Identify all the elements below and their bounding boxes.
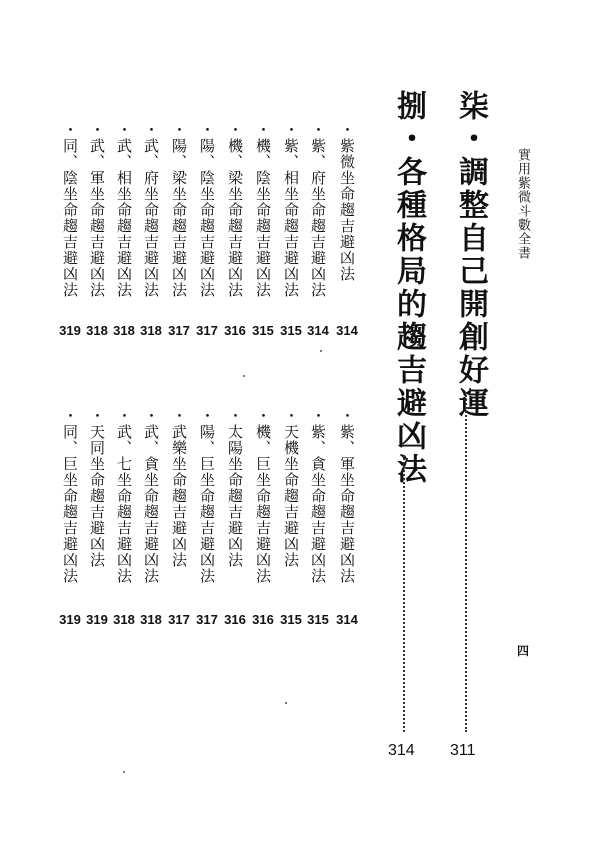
entry-bottom-10-page: 319 (86, 612, 108, 627)
book-title: 實用紫微斗數全書 (515, 148, 530, 260)
entry-bottom-5-page: 316 (224, 612, 246, 627)
scan-speck (123, 771, 125, 773)
chapter-8[interactable] (386, 90, 430, 486)
chapter-7-leader (465, 392, 467, 732)
entry-bottom-9-page: 318 (113, 612, 135, 627)
chapter-8-leader (403, 455, 405, 732)
page-number: 四 (517, 644, 530, 658)
entry-bottom-1[interactable]: ・紫、軍坐命趨吉避凶法 (338, 408, 356, 584)
entry-bottom-2-page: 315 (307, 612, 329, 627)
entry-top-3[interactable]: ・紫、相坐命趨吉避凶法 (282, 122, 300, 298)
entry-top-6[interactable]: ・陽、陰坐命趨吉避凶法 (198, 122, 216, 298)
chapter-7-title: ・調整自己開創好運 (453, 123, 488, 420)
scan-speck (320, 350, 322, 352)
entry-bottom-8-page: 318 (140, 612, 162, 627)
entry-top-4-page: 315 (252, 323, 274, 338)
entry-top-10[interactable]: ・武、軍坐命趨吉避凶法 (88, 122, 106, 298)
chapter-8-mark: 捌 (391, 90, 426, 123)
entry-top-9-page: 318 (113, 323, 135, 338)
entry-top-1-page: 314 (336, 323, 358, 338)
entry-bottom-6[interactable]: ・陽、巨坐命趨吉避凶法 (198, 408, 216, 584)
chapter-7-page: 311 (450, 742, 476, 759)
entry-top-7[interactable]: ・陽、梁坐命趨吉避凶法 (170, 122, 188, 298)
entry-top-11-page: 319 (59, 323, 81, 338)
entry-bottom-5[interactable]: ・太陽坐命趨吉避凶法 (226, 408, 244, 568)
entry-bottom-9[interactable]: ・武、七坐命趨吉避凶法 (115, 408, 133, 584)
entry-top-5-page: 316 (224, 323, 246, 338)
entry-bottom-1-page: 314 (336, 612, 358, 627)
chapter-8-page: 314 (388, 742, 415, 759)
entry-bottom-3[interactable]: ・天機坐命趨吉避凶法 (282, 408, 300, 568)
entry-top-2[interactable]: ・紫、府坐命趨吉避凶法 (309, 122, 327, 298)
entry-top-8-page: 318 (140, 323, 162, 338)
chapter-8-title: ・各種格局的趨吉避凶法 (391, 123, 426, 486)
entry-bottom-4[interactable]: ・機、巨坐命趨吉避凶法 (254, 408, 272, 584)
entry-bottom-10[interactable]: ・天同坐命趨吉避凶法 (88, 408, 106, 568)
entry-top-2-page: 314 (307, 323, 329, 338)
scan-speck (285, 702, 287, 704)
entry-bottom-7[interactable]: ・武樂坐命趨吉避凶法 (170, 408, 188, 568)
entry-top-6-page: 317 (196, 323, 218, 338)
chapter-7-mark: 柒 (453, 90, 488, 123)
scan-speck (243, 375, 245, 377)
entry-top-7-page: 317 (168, 323, 190, 338)
entry-bottom-4-page: 316 (252, 612, 274, 627)
entry-top-3-page: 315 (280, 323, 302, 338)
entry-top-1[interactable]: ・紫微坐命趨吉避凶法 (338, 122, 356, 282)
entry-bottom-3-page: 315 (280, 612, 302, 627)
entry-top-10-page: 318 (86, 323, 108, 338)
entry-bottom-11[interactable]: ・同、巨坐命趨吉避凶法 (61, 408, 79, 584)
entry-top-4[interactable]: ・機、陰坐命趨吉避凶法 (254, 122, 272, 298)
entry-bottom-7-page: 317 (168, 612, 190, 627)
entry-top-8[interactable]: ・武、府坐命趨吉避凶法 (142, 122, 160, 298)
entry-bottom-6-page: 317 (196, 612, 218, 627)
entry-bottom-2[interactable]: ・紫、貪坐命趨吉避凶法 (309, 408, 327, 584)
entry-top-9[interactable]: ・武、相坐命趨吉避凶法 (115, 122, 133, 298)
entry-bottom-8[interactable]: ・武、貪坐命趨吉避凶法 (142, 408, 160, 584)
chapter-7[interactable] (448, 90, 492, 420)
entry-top-11[interactable]: ・同、陰坐命趨吉避凶法 (61, 122, 79, 298)
entry-top-5[interactable]: ・機、梁坐命趨吉避凶法 (226, 122, 244, 298)
entry-bottom-11-page: 319 (59, 612, 81, 627)
